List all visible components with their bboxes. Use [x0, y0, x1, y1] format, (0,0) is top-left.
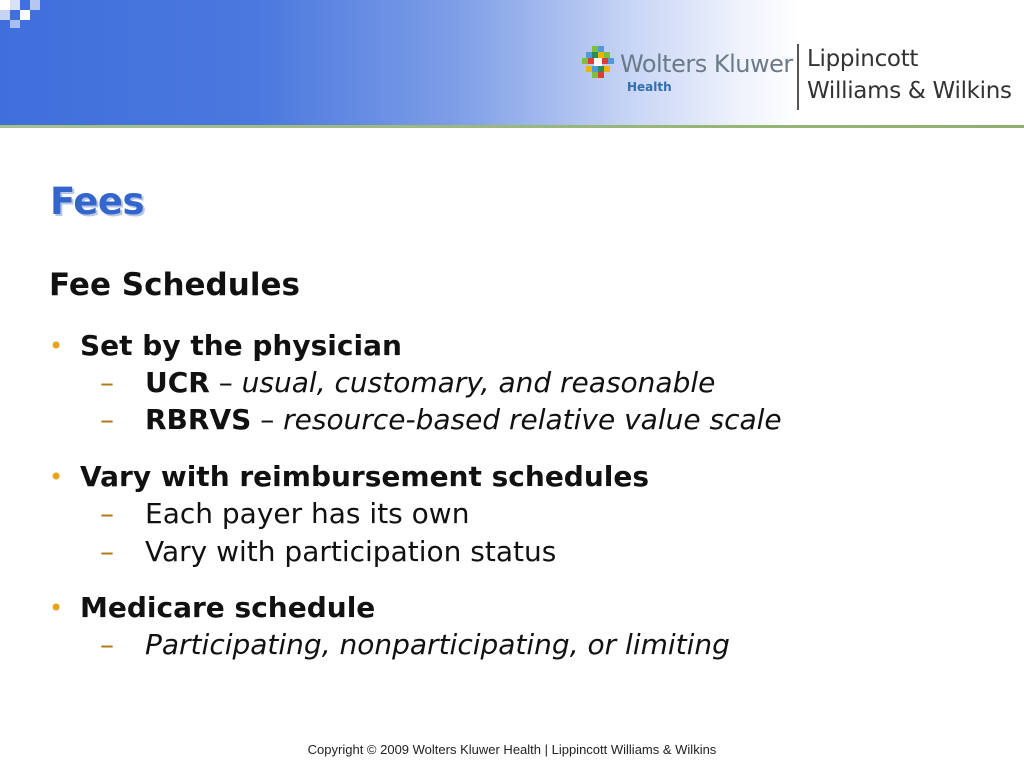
term: UCR [145, 366, 210, 399]
bullet-glyph: • [49, 463, 64, 491]
sub-bullet-text [145, 628, 730, 661]
sub-bullet-text: Vary with participation status [145, 535, 557, 568]
decorative-square [10, 20, 20, 28]
brand-williams-wilkins: Williams & Wilkins [807, 78, 1012, 104]
sub-bullet-text: Each payer has its own [145, 497, 470, 530]
brand-wolters-kluwer: Wolters Kluwer [620, 50, 793, 78]
dash-glyph: – [100, 403, 114, 436]
sub-bullet-text [145, 366, 715, 399]
brand-health: Health [627, 80, 672, 94]
slide-subtitle: Fee Schedules [49, 267, 300, 303]
decorative-square [10, 0, 20, 10]
bullet-glyph: • [49, 594, 64, 622]
copyright-footer [0, 742, 1024, 757]
decorative-square [30, 0, 40, 10]
header-band [0, 0, 1024, 127]
separator: – [209, 366, 242, 399]
copyright-text: Copyright © 2009 Wolters Kluwer Health | Lippincott Williams & Wilkins [307, 742, 717, 757]
decorative-square [0, 0, 10, 10]
brand-lippincott: Lippincott [807, 46, 919, 72]
bullet-text: Vary with reimbursement schedules [80, 460, 650, 493]
definition: Participating, nonparticipating, or limiting [145, 628, 730, 661]
decorative-square [0, 10, 10, 20]
definition: usual, customary, and reasonable [241, 366, 716, 399]
term: RBRVS [145, 403, 252, 436]
bullet-text: Medicare schedule [80, 591, 376, 624]
dash-glyph: – [100, 497, 114, 530]
separator: – [251, 403, 284, 436]
bullet-glyph: • [49, 332, 64, 360]
definition: resource-based relative value scale [283, 403, 782, 436]
brand-divider [797, 44, 799, 110]
dash-glyph: – [100, 628, 114, 661]
slide-title: Fees [50, 180, 144, 223]
sub-bullet-text [145, 403, 782, 436]
dash-glyph: – [100, 535, 114, 568]
wolters-kluwer-logo-icon [582, 46, 614, 78]
dash-glyph: – [100, 366, 114, 399]
decorative-square [20, 10, 30, 20]
header-rule [0, 125, 1024, 128]
bullet-text: Set by the physician [80, 329, 402, 362]
